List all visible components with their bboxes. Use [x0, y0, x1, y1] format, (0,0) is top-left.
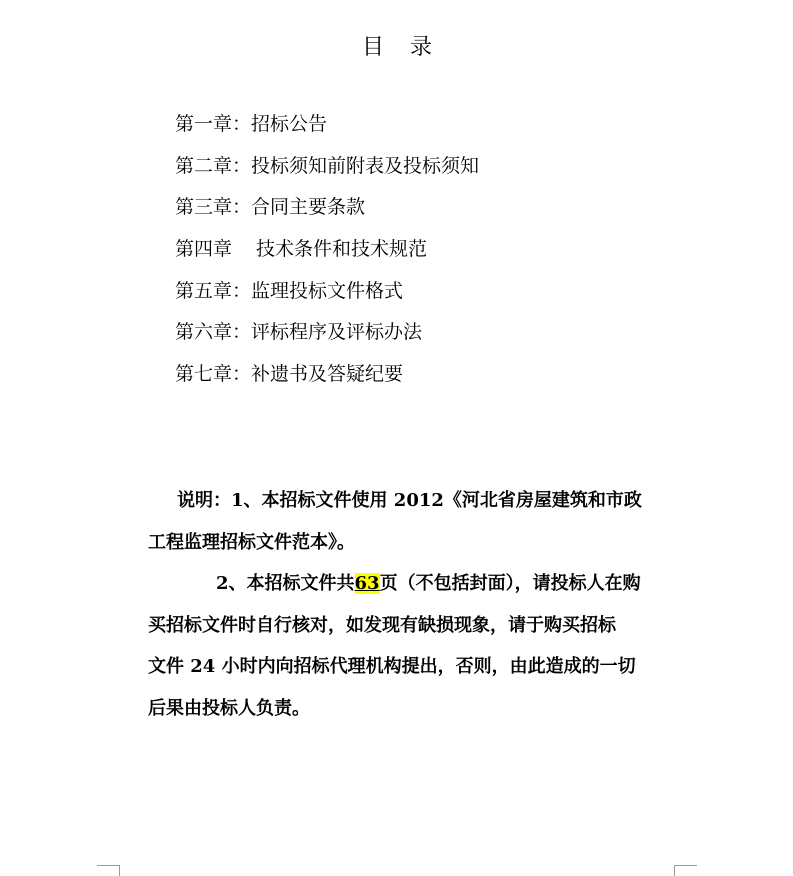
note-p2-line3: 文件 24 小时内向招标代理机构提出，否则，由此造成的一切: [148, 656, 636, 677]
table-of-contents: [175, 110, 479, 402]
explanation-note: [148, 480, 678, 729]
toc-item: [175, 360, 479, 402]
toc-item: [175, 235, 479, 277]
note-p2-line1: [148, 563, 678, 605]
toc-item: [175, 193, 479, 235]
toc-item: [175, 318, 479, 360]
note-p2-prefix: 2、本招标文件共: [216, 573, 355, 594]
toc-item: [175, 277, 479, 319]
page-count-highlight: 63: [354, 573, 380, 594]
toc-separator: ：: [232, 154, 252, 177]
page-corner-mark-left: [97, 865, 120, 876]
note-p2-line2: 买招标文件时自行核对，如发现有缺损现象，请于购买招标: [148, 614, 616, 636]
title-right-char: 录: [410, 35, 433, 60]
toc-title: 评标程序及评标办法: [251, 321, 423, 344]
toc-title: 合同主要条款: [251, 196, 366, 219]
toc-separator: ：: [232, 279, 252, 302]
note-p1-line1: 说明：1、本招标文件使用 2012《河北省房屋建筑和市政: [177, 490, 642, 511]
toc-item: [175, 152, 479, 194]
toc-separator: ：: [232, 113, 252, 135]
page-title: [0, 30, 794, 61]
toc-chapter: 第一章: [175, 113, 233, 135]
title-left-char: 目: [361, 35, 384, 60]
toc-title: 技术条件和技术规范: [256, 238, 428, 261]
toc-chapter: 第五章: [175, 279, 233, 302]
toc-separator: ：: [232, 321, 252, 344]
toc-title: 补遗书及答疑纪要: [251, 363, 404, 386]
toc-chapter: 第二章: [175, 154, 233, 177]
toc-chapter: 第七章: [175, 363, 233, 386]
toc-chapter: 第六章: [175, 321, 233, 344]
toc-chapter: 第三章: [175, 196, 233, 219]
note-p2-line4: 后果由投标人负责。: [148, 697, 310, 719]
toc-title: 投标须知前附表及投标须知: [251, 154, 480, 177]
toc-item: [175, 110, 479, 152]
toc-separator: ：: [232, 363, 252, 386]
note-p1-line2: 工程监理招标文件范本》。: [148, 531, 355, 553]
toc-separator: ：: [232, 196, 252, 219]
note-p2-suffix: 页（不包括封面），请投标人在购: [379, 573, 641, 594]
toc-chapter: 第四章: [175, 238, 233, 261]
toc-title: 招标公告: [251, 113, 328, 135]
toc-title: 监理投标文件格式: [251, 279, 404, 302]
page-corner-mark-right: [674, 865, 697, 876]
